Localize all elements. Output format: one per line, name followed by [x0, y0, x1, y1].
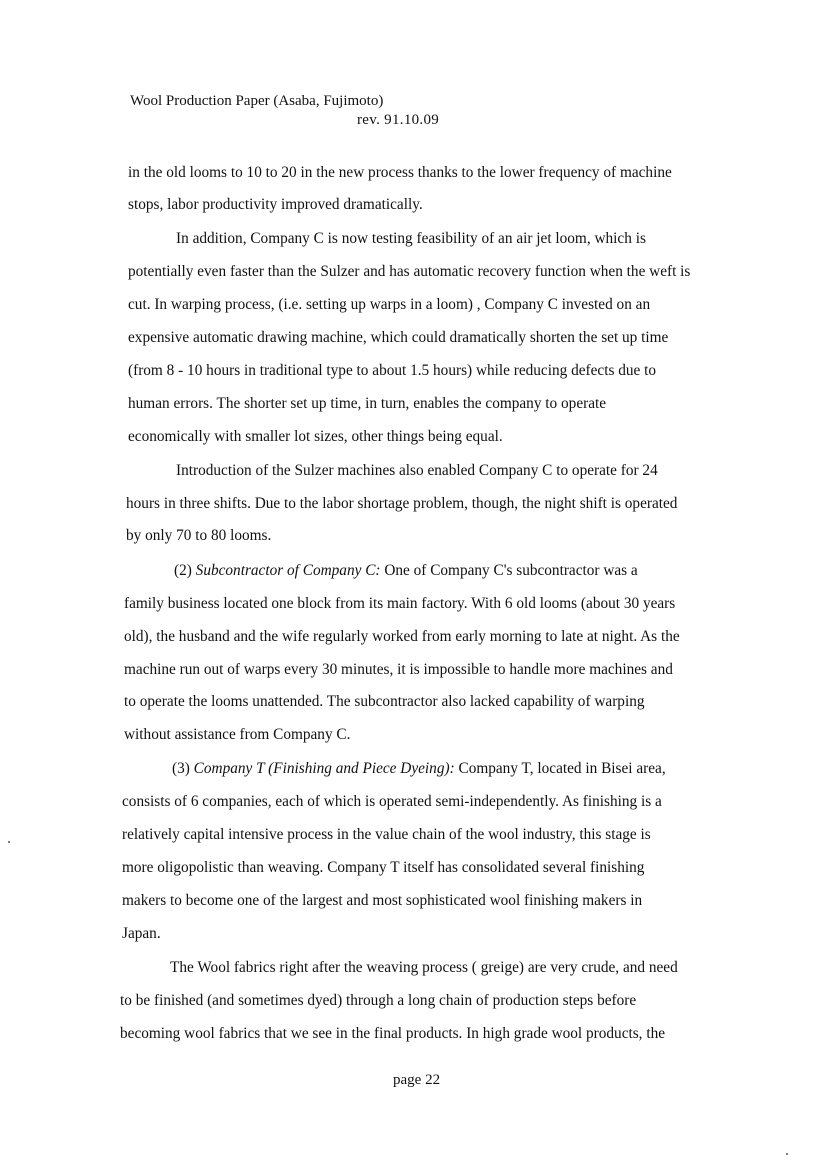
body-line — [128, 328, 668, 348]
line-text: human errors. The shorter set up time, in turn, enables the company to operate — [128, 395, 607, 412]
body-line — [176, 461, 658, 481]
page-number: page 22 — [393, 1072, 441, 1088]
line-text: economically with smaller lot sizes, other things being equal. — [128, 428, 503, 445]
body-line — [126, 526, 271, 546]
line-text: Company T, located in Bisei area, — [454, 760, 666, 777]
body-line — [124, 627, 680, 647]
body-line — [174, 561, 638, 581]
section-number: (3) — [172, 760, 194, 777]
line-text: to operate the looms unattended. The subcontractor also lacked capability of warping — [124, 693, 645, 710]
body-line — [122, 825, 651, 845]
section-heading: Company T (Finishing and Piece Dyeing): — [193, 760, 455, 777]
line-text: In addition, Company C is now testing feasibility of an air jet loom, which is — [176, 230, 646, 247]
body-line — [124, 725, 350, 745]
line-text: to be finished (and sometimes dyed) through a long chain of production steps before — [120, 992, 637, 1009]
line-text: relatively capital intensive process in the value chain of the wool industry, this stage is — [122, 826, 651, 843]
line-text: consists of 6 companies, each of which is operated semi-independently. As finishing is a — [122, 793, 662, 810]
line-text: Introduction of the Sulzer machines also enabled Company C to operate for 24 — [176, 462, 658, 479]
body-line — [172, 759, 666, 779]
body-line — [128, 262, 690, 282]
line-text: without assistance from Company C. — [124, 726, 351, 743]
line-text: family business located one block from its main factory. With 6 old looms (about 30 years — [124, 595, 676, 612]
running-header-title: Wool Production Paper (Asaba, Fujimoto) — [130, 93, 384, 109]
line-text: The Wool fabrics right after the weaving process ( greige) are very crude, and need — [170, 959, 678, 976]
body-line — [124, 594, 675, 614]
body-line — [120, 991, 636, 1011]
line-text: by only 70 to 80 looms. — [126, 527, 272, 544]
body-line — [122, 858, 644, 878]
line-text: becoming wool fabrics that we see in the final products. In high grade wool products, the — [120, 1025, 666, 1042]
line-text: more oligopolistic than weaving. Company T itself has consolidated several finishing — [122, 859, 645, 876]
body-line — [128, 394, 606, 414]
line-text: (from 8 - 10 hours in traditional type to about 1.5 hours) while reducing defects due to — [128, 362, 657, 379]
body-line — [126, 494, 677, 514]
body-line — [128, 195, 423, 215]
section-number: (2) — [174, 562, 196, 579]
running-header-revision: rev. 91.10.09 — [357, 112, 440, 128]
body-line — [124, 692, 645, 712]
body-line — [122, 924, 161, 944]
body-line — [170, 958, 678, 978]
line-text: Japan. — [122, 925, 161, 942]
body-line — [128, 163, 672, 183]
body-line — [128, 361, 656, 381]
scan-speck — [786, 1153, 788, 1155]
line-text: hours in three shifts. Due to the labor shortage problem, though, the night shift is operated — [126, 495, 678, 512]
line-text: old), the husband and the wife regularly worked from early morning to late at night. As the — [124, 628, 680, 645]
line-text: machine run out of warps every 30 minutes, it is impossible to handle more machines and — [124, 661, 673, 678]
line-text: potentially even faster than the Sulzer and has automatic recovery function when the weft is — [128, 263, 691, 280]
line-text: cut. In warping process, (i.e. setting up warps in a loom) , Company C invested on an — [128, 296, 651, 313]
line-text: in the old looms to 10 to 20 in the new process thanks to the lower frequency of machine — [128, 164, 672, 181]
line-text: stops, labor productivity improved dramatically. — [128, 196, 423, 213]
body-line — [128, 295, 650, 315]
body-line — [176, 229, 646, 249]
body-line — [122, 891, 642, 911]
body-line — [128, 427, 503, 447]
scan-speck — [8, 841, 10, 843]
line-text: One of Company C's subcontractor was a — [380, 562, 638, 579]
body-line — [120, 1024, 665, 1044]
body-line — [124, 660, 673, 680]
body-line — [122, 792, 662, 812]
line-text: makers to become one of the largest and most sophisticated wool finishing makers in — [122, 892, 643, 909]
line-text: expensive automatic drawing machine, which could dramatically shorten the set up time — [128, 329, 669, 346]
section-heading: Subcontractor of Company C: — [195, 562, 381, 579]
